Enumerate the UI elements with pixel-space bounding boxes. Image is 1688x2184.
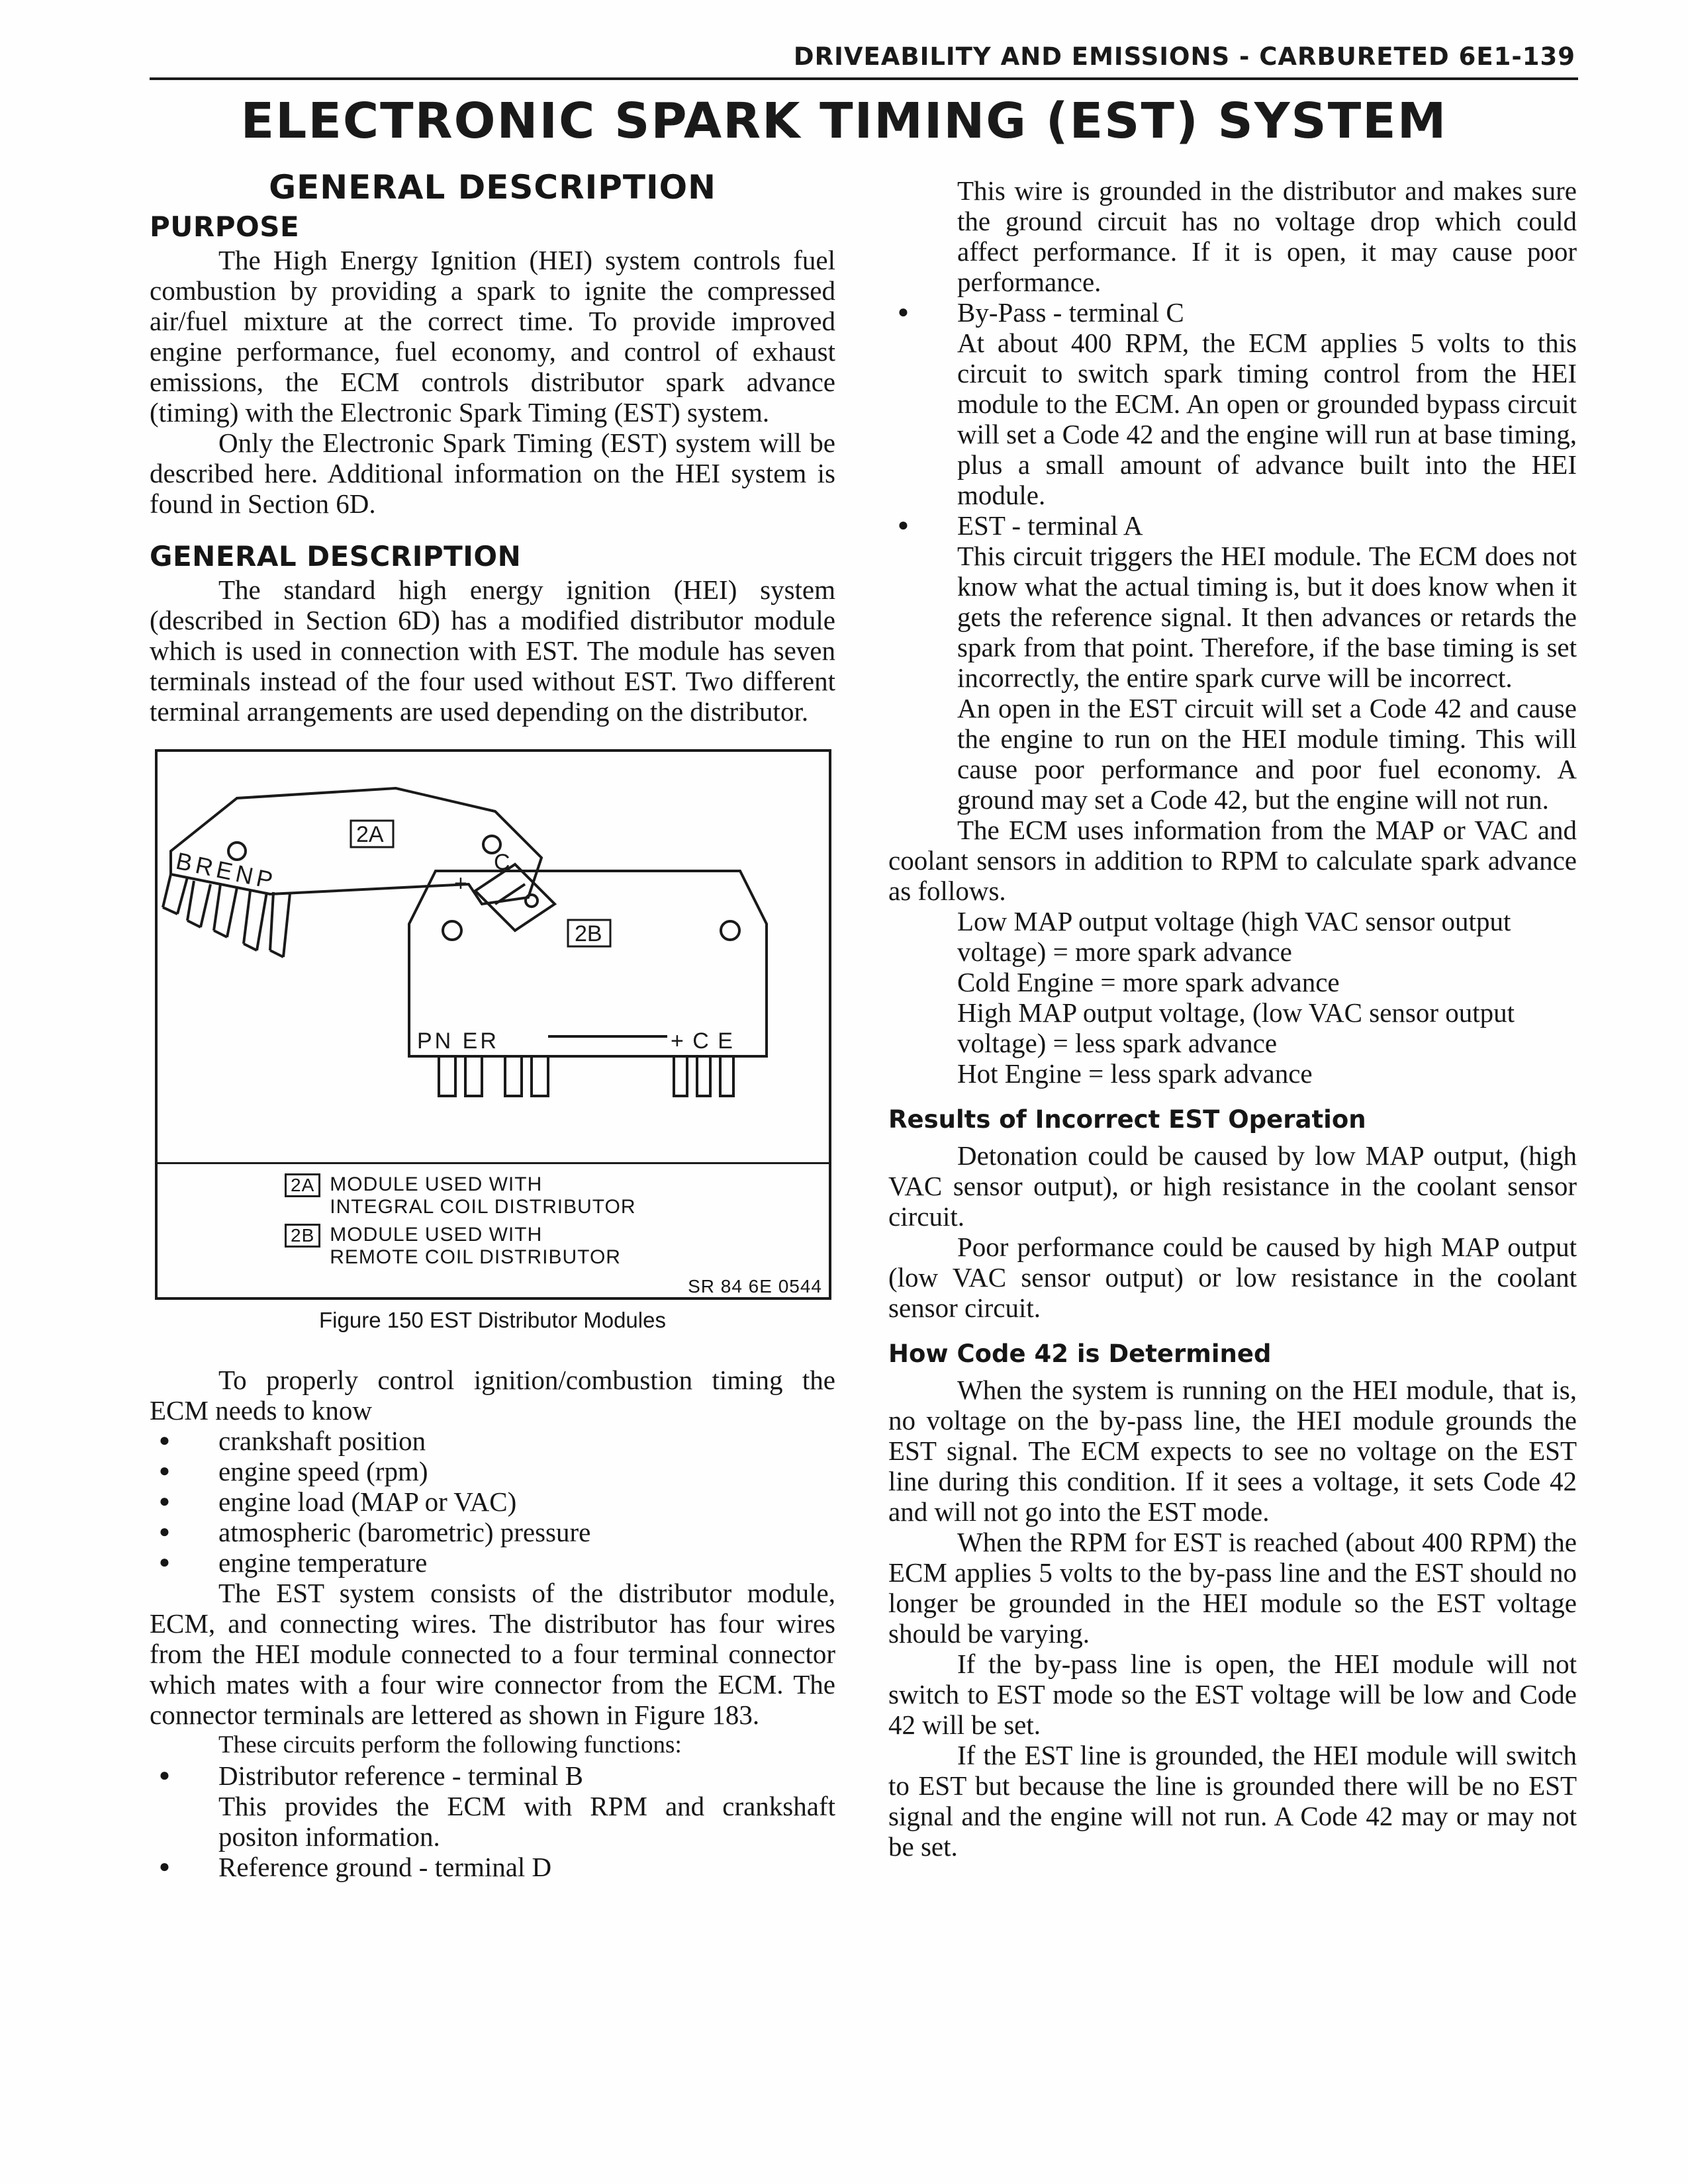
results-paragraph-2: Poor performance could be caused by high MAP output (low VAC sensor output) or low resistance in the coolant sensor circuit. (888, 1232, 1577, 1323)
legend-2a (285, 1173, 636, 1218)
legend-2b-line2: REMOTE COIL DISTRIBUTOR (330, 1246, 621, 1268)
ecm-paragraph: The ECM uses information from the MAP or VAC and coolant sensors in addition to RPM to calculate spark advance as follows. (888, 815, 1577, 906)
circuit-list-right-2 (888, 510, 1577, 541)
figure-code: SR 84 6E 0544 (688, 1276, 822, 1297)
list-item: ● engine load (MAP or VAC) (150, 1486, 835, 1517)
list-item: ● atmospheric (barometric) pressure (150, 1517, 835, 1547)
circuit-b-description: This provides the ECM with RPM and crankshaft positon information. (218, 1791, 835, 1852)
general-description-heading: GENERAL DESCRIPTION (150, 540, 522, 572)
know-list (150, 1426, 835, 1578)
rule-2: Cold Engine = more spark advance (957, 967, 1340, 997)
legend-2a-line1: MODULE USED WITH (330, 1173, 543, 1195)
rule-1: Low MAP output voltage (high VAC sensor output voltage) = more spark advance (957, 906, 1511, 967)
pins-2a-left: BRENP (173, 846, 279, 895)
purpose-paragraph-2: Only the Electronic Spark Timing (EST) system will be described here. Additional information on the HEI system is found in Section 6D. (150, 428, 835, 519)
label-2b-in-diagram: 2B (575, 921, 602, 946)
code42-paragraph-4: If the EST line is grounded, the HEI module will switch to EST but because the line is grounded there will be no EST signal and the engine will not run. A Code 42 may or may not be set. (888, 1740, 1577, 1862)
figure-caption: Figure 150 EST Distributor Modules (319, 1308, 666, 1332)
right-column (888, 175, 1577, 1862)
rule-3: High MAP output voltage, (low VAC sensor output voltage) = less spark advance (957, 997, 1515, 1058)
system-paragraph: The EST system consists of the distributor module, ECM, and connecting wires. The distributor has four wires from the HEI module connected to a four terminal connector which mates with a four wire connector from the ECM. The connector terminals are lettered as shown in Figure 183. (150, 1578, 835, 1730)
circuit-list-right-1 (888, 297, 1577, 328)
pins-2a-c: C (494, 850, 510, 875)
list-item: ● crankshaft position (150, 1426, 835, 1456)
code42-paragraph-3: If the by-pass line is open, the HEI module will not switch to EST mode so the EST voltage will be low and Code 42 will be set. (888, 1649, 1577, 1740)
list-item: ● engine speed (rpm) (150, 1456, 835, 1486)
list-item: ● Distributor reference - terminal B (150, 1760, 835, 1791)
circuit-list-left (150, 1760, 835, 1791)
label-2a-in-diagram: 2A (356, 822, 384, 847)
circuit-list-left-2 (150, 1852, 835, 1882)
list-item: ● By-Pass - terminal C (888, 297, 1577, 328)
code42-paragraph-2: When the RPM for EST is reached (about 400 RPM) the ECM applies 5 volts to the by-pass line and the EST should no longer be grounded in the HEI module so the EST voltage should be varying. (888, 1527, 1577, 1649)
list-item: ● EST - terminal A (888, 510, 1577, 541)
code42-paragraph-1: When the system is running on the HEI module, that is, no voltage on the by-pass line, the HEI module grounds the EST signal. The ECM expects to see no voltage on the EST line during this condition. If it sees a voltage, it sets Code 42 and will not go into the EST mode. (888, 1375, 1577, 1527)
running-header: DRIVEABILITY AND EMISSIONS - CARBURETED 6E1-139 (793, 42, 1575, 71)
pins-2b-left: PN ER (417, 1028, 499, 1054)
rule-4: Hot Engine = less spark advance (957, 1058, 1313, 1089)
page-title: ELECTRONIC SPARK TIMING (EST) SYSTEM (240, 93, 1448, 150)
purpose-paragraph-1: The High Energy Ignition (HEI) system controls fuel combustion by providing a spark to ignite the compressed air/fuel mixture at the correct time. To provide improved engine performance, fuel economy, and control of exhaust emissions, the ECM controls distributor spark advance (timing) with the Electronic Spark Timing (EST) system. (150, 245, 835, 428)
bypass-description: At about 400 RPM, the ECM applies 5 volts to this circuit to switch spark timing control from the HEI module to the ECM. An open or grounded bypass circuit will set a Code 42 and the engine will run at base timing, plus a small amount of advance built into the HEI module. (957, 328, 1577, 510)
list-item: ● Reference ground - terminal D (150, 1852, 835, 1882)
general-description-paragraph: The standard high energy ignition (HEI) system (described in Section 6D) has a modified distributor module which is used in connection with EST. The module has seven terminals instead of the four used without EST. Two different terminal arrangements are used depending on the distributor. (150, 574, 835, 727)
ground-description: This wire is grounded in the distributor and makes sure the ground circuit has no voltage drop which could affect performance. If it is open, it may cause poor performance. (957, 175, 1577, 297)
legend-2b-tag: 2B (285, 1224, 320, 1248)
results-paragraph-1: Detonation could be caused by low MAP output, (high VAC sensor output), or high resistance in the coolant sensor circuit. (888, 1140, 1577, 1232)
legend-2b-line1: MODULE USED WITH (330, 1224, 543, 1246)
est-description-2: An open in the EST circuit will set a Code 42 and cause the engine to run on the HEI module timing. This will cause poor performance and poor fuel economy. A ground may set a Code 42, but the engine will not run. (957, 693, 1577, 815)
legend-2a-line2: INTEGRAL COIL DISTRIBUTOR (330, 1196, 636, 1218)
pins-2b-right: + C E (671, 1028, 734, 1054)
code42-heading: How Code 42 is Determined (888, 1340, 1272, 1368)
section-heading-general-description: GENERAL DESCRIPTION (269, 168, 716, 206)
list-item: ● engine temperature (150, 1547, 835, 1578)
pins-2a-plus: + (454, 871, 467, 896)
figure-legend (158, 1162, 829, 1297)
legend-2a-tag: 2A (285, 1173, 320, 1197)
purpose-heading: PURPOSE (150, 210, 300, 243)
figure-est-distributor-modules (155, 749, 831, 1300)
legend-2b (285, 1224, 621, 1269)
results-heading: Results of Incorrect EST Operation (888, 1105, 1366, 1134)
header-rule (150, 77, 1578, 80)
circuits-intro: These circuits perform the following functions: (218, 1731, 682, 1758)
module-diagram (158, 752, 829, 1162)
est-description-1: This circuit triggers the HEI module. The ECM does not know what the actual timing is, but it does know when it gets the reference signal. It then advances or retards the spark from that point. Therefore, if the base timing is set incorrectly, the entire spark curve will be incorrect. (957, 541, 1577, 693)
know-intro: To properly control ignition/combustion timing the ECM needs to know (150, 1365, 835, 1426)
left-column (150, 168, 835, 1882)
